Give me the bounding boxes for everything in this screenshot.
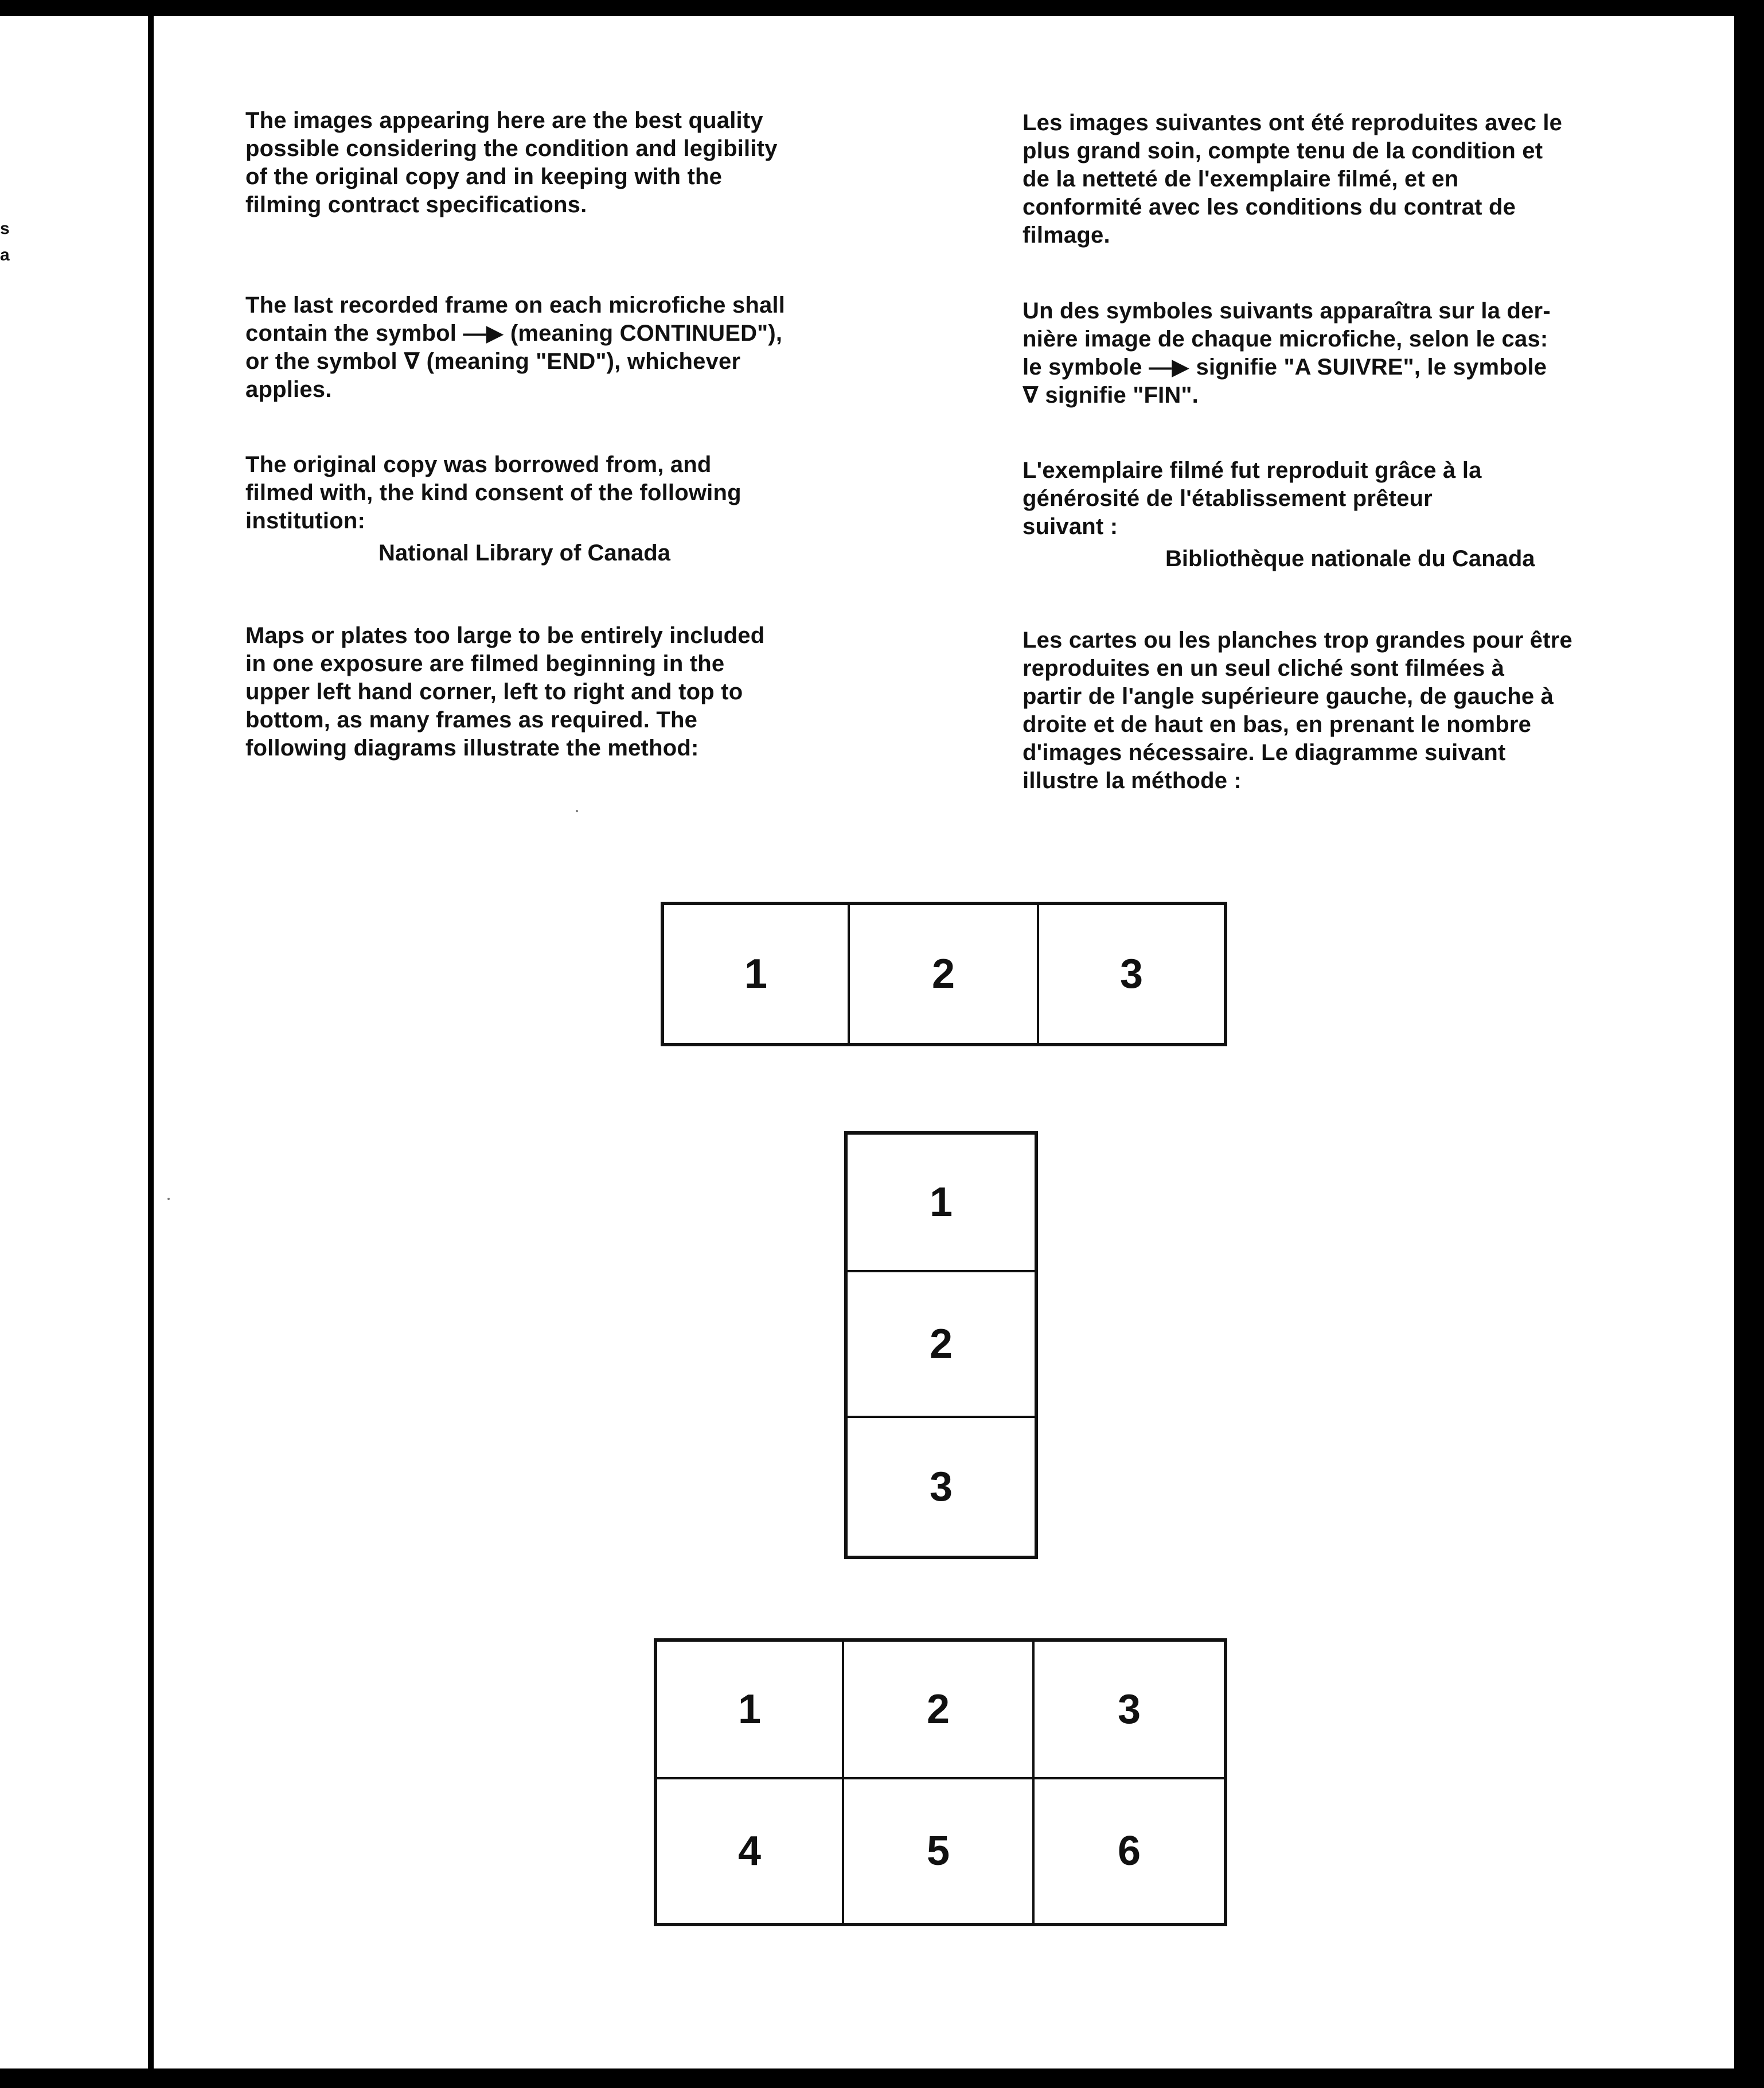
margin-fragment: a [0, 246, 10, 264]
english-borrowed-paragraph: The original copy was borrowed from, and filmed with, the kind consent of the following institution: [245, 452, 741, 533]
diagram-cell: 1 [657, 1642, 844, 1779]
french-borrowed-paragraph: L'exemplaire filmé fut reproduit grâce à la générosité de l'établissement prêteur suivant : [1023, 458, 1482, 539]
french-institution-name: Bibliothèque nationale du Canada [1165, 546, 1535, 571]
french-quality-paragraph: Les images suivantes ont été reproduites avec le plus grand soin, compte tenu de la condition et de la netteté de l'exemplaire filmé, et en conformité avec les conditions du contrat de filmage. [1023, 110, 1563, 248]
diagram-grid [654, 1638, 1227, 1926]
diagram-cell: 1 [848, 1135, 1035, 1272]
diagram-cell: 2 [844, 1642, 1035, 1779]
english-last-frame-paragraph: The last recorded frame on each microfiche shall contain the symbol —▶ (meaning CONTINUED"), or the symbol ∇ (meaning "END"), whichever applies. [245, 293, 786, 402]
diagram-horizontal [661, 902, 1227, 1046]
diagram-cell: 1 [664, 905, 850, 1043]
english-quality-paragraph: The images appearing here are the best quality possible considering the condition and legibility of the original copy and in keeping with the filming contract specifications. [245, 108, 778, 217]
diagram-cell: 2 [848, 1272, 1035, 1418]
scan-speck [576, 810, 578, 812]
diagram-cell: 5 [844, 1779, 1035, 1923]
adjacent-page-strip [0, 16, 148, 2068]
french-last-frame-paragraph: Un des symboles suivants apparaîtra sur la der- nière image de chaque microfiche, selon le cas: le symbole —▶ signifie "A SUIVRE", le symbole ∇ signifie "FIN". [1023, 298, 1551, 408]
diagram-cell: 6 [1117, 1828, 1141, 1874]
margin-fragment: s [0, 219, 10, 238]
document-page [154, 16, 1734, 2068]
french-maps-paragraph: Les cartes ou les planches trop grandes pour être reproduites en un seul cliché sont filmées à partir de l'angle supérieure gauche, de gauche à droite et de haut en bas, en prenant le nombre d'images nécessaire. Le diagramme suivant illustre la méthode : [1023, 628, 1572, 793]
diagram-cell: 3 [929, 1464, 953, 1510]
diagram-vertical [844, 1131, 1038, 1559]
diagram-cell: 3 [1035, 1642, 1224, 1779]
diagram-cell: 4 [657, 1779, 844, 1923]
scan-speck [167, 1198, 170, 1200]
english-maps-paragraph: Maps or plates too large to be entirely included in one exposure are filmed beginning in the upper left hand corner, left to right and top to bottom, as many frames as required. The following diagrams illustrate the method: [245, 623, 765, 761]
diagram-cell: 2 [850, 905, 1039, 1043]
english-institution-name: National Library of Canada [378, 540, 670, 566]
diagram-cell: 3 [1119, 951, 1144, 997]
